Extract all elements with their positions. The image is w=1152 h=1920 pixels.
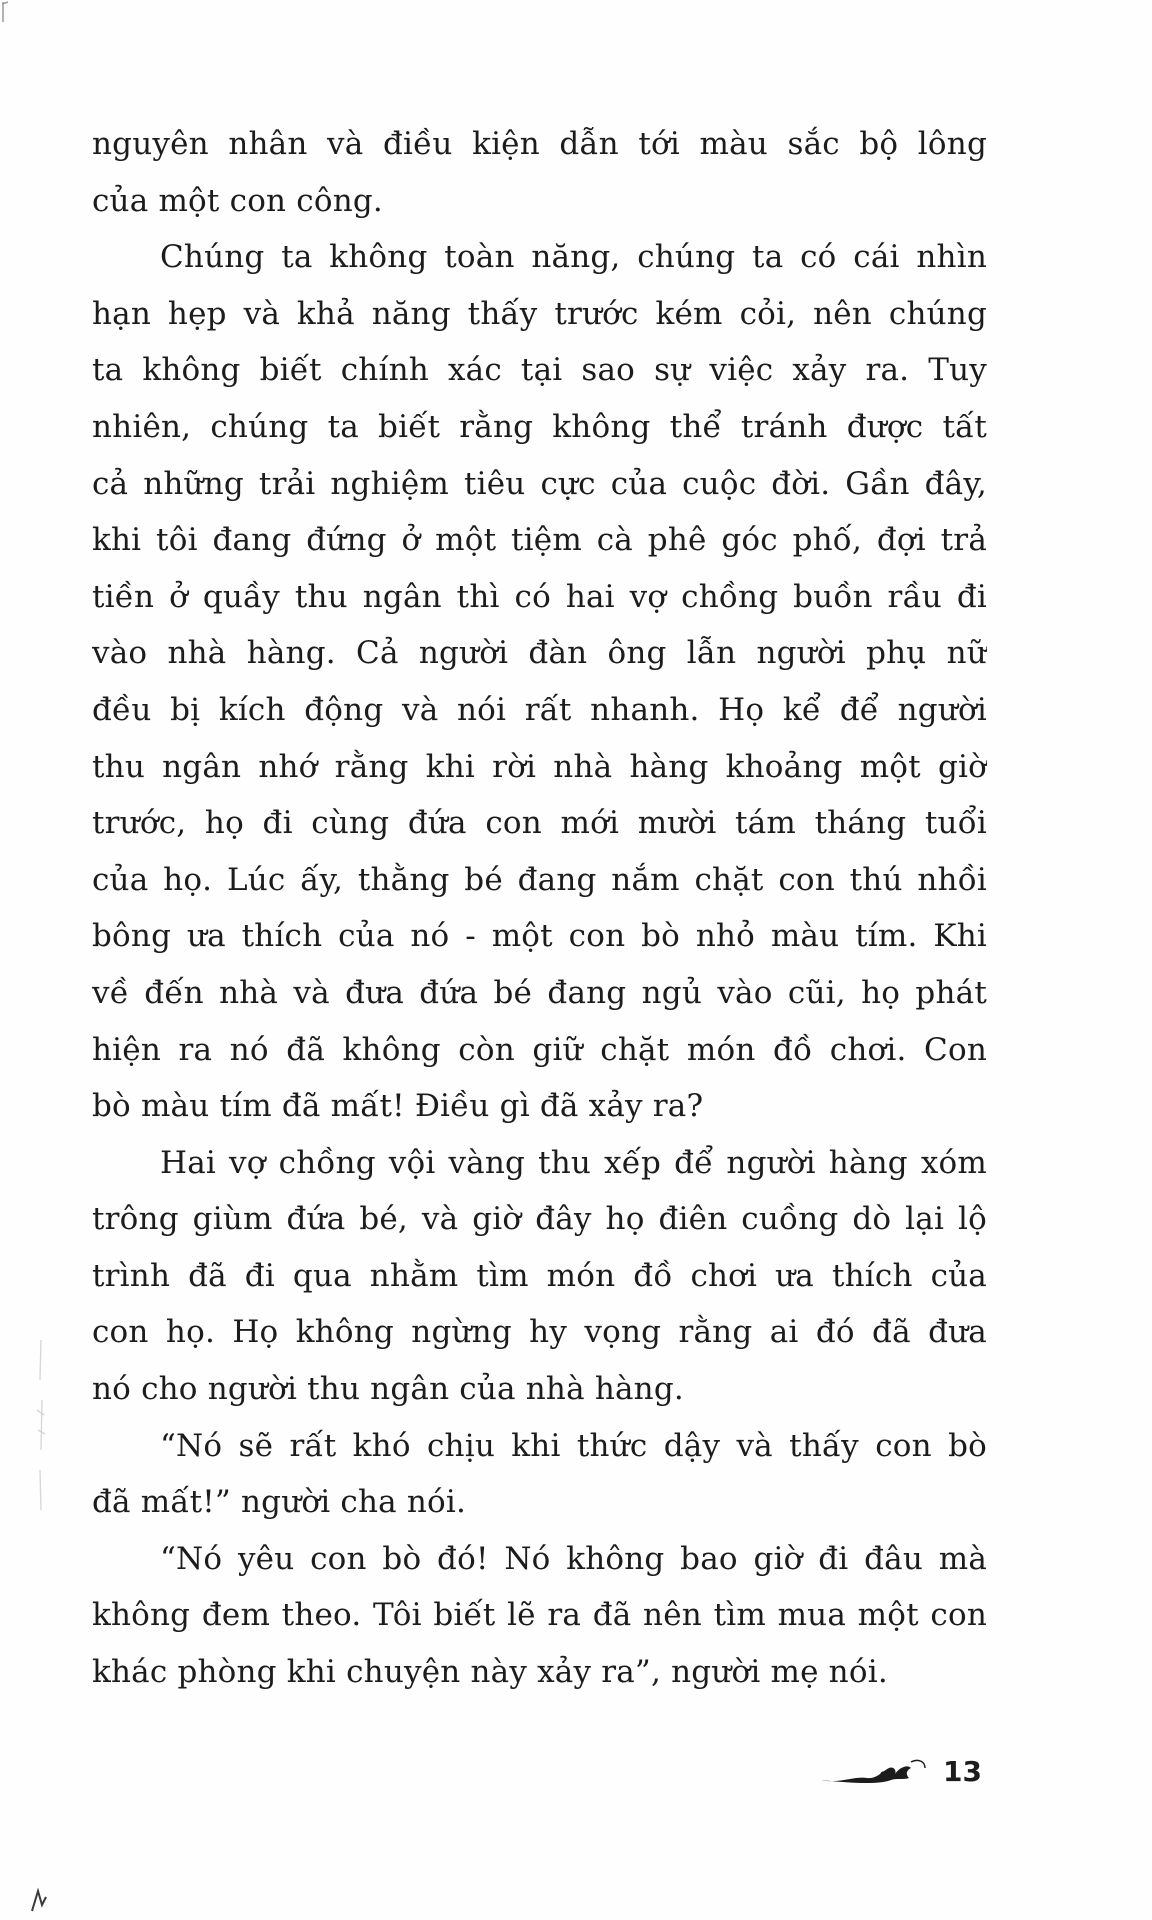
text-line: bò màu tím đã mất! Điều gì đã xảy ra?	[92, 1088, 704, 1125]
text-line: hạn hẹp và khả năng thấy trước kém cỏi, nên chúng	[92, 295, 987, 332]
text-line: vào nhà hàng. Cả người đàn ông lẫn người phụ nữ	[92, 635, 987, 672]
text-line: ta không biết chính xác tại sao sự việc xảy ra. Tuy	[92, 352, 987, 389]
text-line: về đến nhà và đưa đứa bé đang ngủ vào cũi, họ phát	[92, 974, 987, 1011]
margin-smudge	[34, 1340, 48, 1510]
text-line: nhiên, chúng ta biết rằng không thể tránh được tất	[92, 408, 987, 445]
text-line: trông giùm đứa bé, và giờ đây họ điên cuồng dò lại lộ	[92, 1201, 987, 1238]
text-line: thu ngân nhớ rằng khi rời nhà hàng khoảng một giờ	[92, 748, 987, 785]
text-line: trước, họ đi cùng đứa con mới mười tám tháng tuổi	[92, 805, 987, 842]
text-line: cả những trải nghiệm tiêu cực của cuộc đời. Gần đây,	[92, 465, 987, 502]
page-number: 13	[943, 1755, 982, 1788]
bottom-scan-mark	[28, 1885, 50, 1915]
text-line: Chúng ta không toàn năng, chúng ta có cái nhìn	[160, 239, 987, 276]
text-line: con họ. Họ không ngừng hy vọng rằng ai đó đã đưa	[92, 1314, 987, 1351]
text-line: đều bị kích động và nói rất nhanh. Họ kể để người	[92, 691, 987, 728]
text-line: nguyên nhân và điều kiện dẫn tới màu sắc bộ lông	[92, 126, 987, 162]
text-line: khi tôi đang đứng ở một tiệm cà phê góc phố, đợi trả	[92, 522, 987, 559]
text-line: “Nó sẽ rất khó chịu khi thức dậy và thấy con bò	[160, 1427, 987, 1464]
text-line: bông ưa thích của nó - một con bò nhỏ màu tím. Khi	[92, 918, 987, 955]
text-line: hiện ra nó đã không còn giữ chặt món đồ chơi. Con	[92, 1031, 987, 1068]
text-line: không đem theo. Tôi biết lẽ ra đã nên tìm mua một con	[92, 1597, 987, 1634]
page-footer	[819, 1752, 982, 1792]
flourish-ornament-icon	[819, 1754, 929, 1790]
text-line: tiền ở quầy thu ngân thì có hai vợ chồng buồn rầu đi	[92, 578, 987, 615]
body-text	[92, 116, 987, 1701]
text-line: đã mất!” người cha nói.	[92, 1484, 467, 1521]
text-line: “Nó yêu con bò đó! Nó không bao giờ đi đâu mà	[160, 1540, 987, 1577]
corner-scan-mark	[0, 0, 10, 30]
text-line: nó cho người thu ngân của nhà hàng.	[92, 1371, 684, 1408]
text-line: trình đã đi qua nhằm tìm món đồ chơi ưa thích của	[92, 1257, 987, 1294]
text-line: Hai vợ chồng vội vàng thu xếp để người hàng xóm	[160, 1144, 987, 1181]
text-line: của một con công.	[92, 182, 383, 219]
text-line: khác phòng khi chuyện này xảy ra”, người mẹ nói.	[92, 1654, 888, 1691]
text-line: của họ. Lúc ấy, thằng bé đang nắm chặt con thú nhồi	[92, 861, 987, 898]
